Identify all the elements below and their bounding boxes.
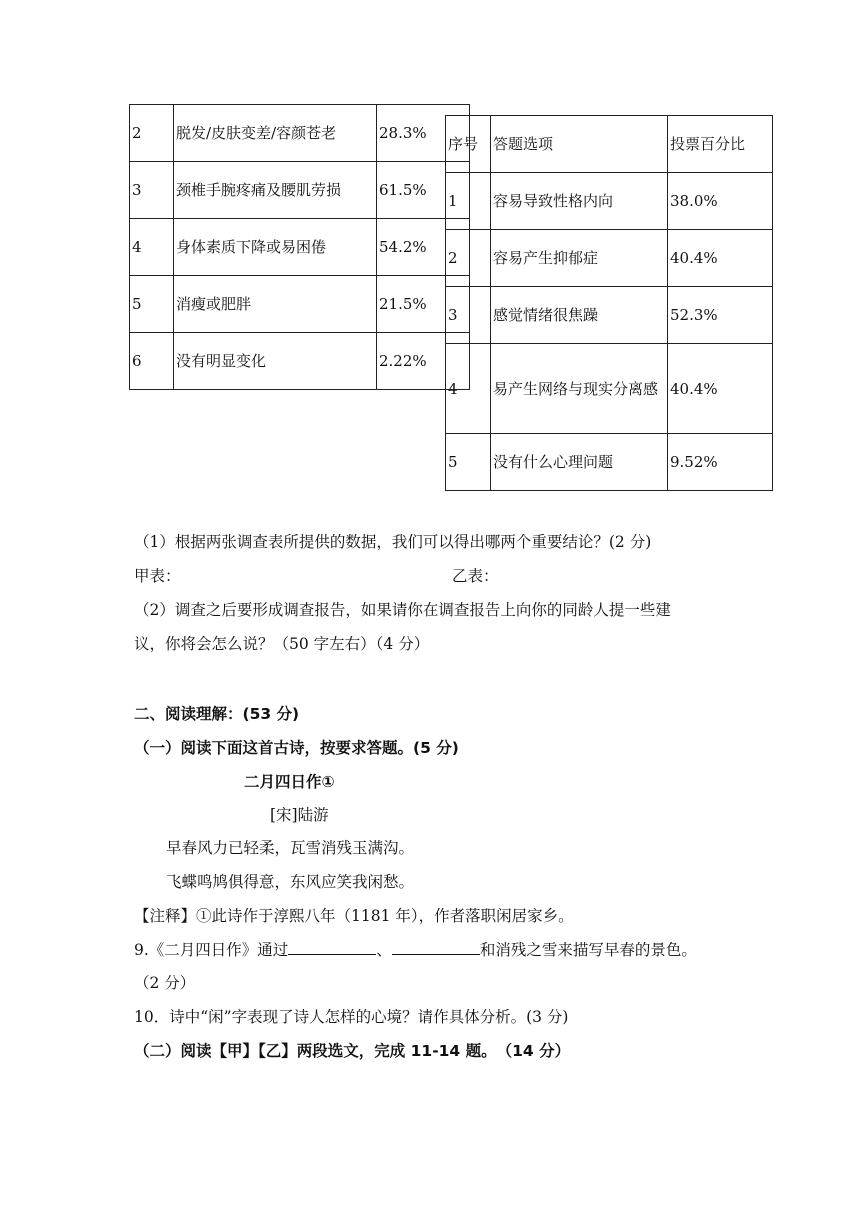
cell-pct: 40.4% (668, 344, 773, 434)
cell-no: 6 (130, 333, 174, 390)
cell-pct: 52.3% (668, 287, 773, 344)
header-no: 序号 (446, 116, 491, 173)
cell-pct: 28.3% (377, 105, 470, 162)
cell-option: 容易产生抑郁症 (491, 230, 668, 287)
cell-option: 身体素质下降或易困倦 (174, 219, 377, 276)
table-row (446, 344, 773, 434)
cell-pct: 54.2% (377, 219, 470, 276)
header-pct: 投票百分比 (668, 116, 773, 173)
question-9-suffix: 和消残之雪来描写早春的景色。 (479, 941, 697, 959)
question-2-line1: （2）调查之后要形成调查报告，如果请你在调查报告上向你的同龄人提一些建 (134, 601, 671, 619)
table-row (130, 219, 470, 276)
question-9 (134, 938, 697, 960)
cell-no: 3 (130, 162, 174, 219)
poem-line-2: 飞蝶鸣鸠俱得意，东风应笑我闲愁。 (166, 873, 415, 891)
cell-no: 4 (130, 219, 174, 276)
cell-option: 易产生网络与现实分离感 (491, 344, 668, 434)
question-1: （1）根据两张调查表所提供的数据，我们可以得出哪两个重要结论？(2 分) (134, 533, 652, 551)
cell-option: 感觉情绪很焦躁 (491, 287, 668, 344)
cell-option: 消瘦或肥胖 (174, 276, 377, 333)
question-9-separator: 、 (376, 941, 392, 959)
cell-option: 没有明显变化 (174, 333, 377, 390)
header-option: 答题选项 (491, 116, 668, 173)
table-header-row (446, 116, 773, 173)
question-9-prefix: 9.《二月四日作》通过 (134, 941, 289, 959)
cell-option: 颈椎手腕疼痛及腰肌劳损 (174, 162, 377, 219)
subsection-2-heading: （二）阅读【甲】【乙】两段选文，完成 11-14 题。 （14 分） (134, 1042, 571, 1060)
cell-no: 5 (130, 276, 174, 333)
cell-no: 1 (446, 173, 491, 230)
survey-table-psychological (445, 115, 773, 491)
cell-pct: 38.0% (668, 173, 773, 230)
table-row (130, 276, 470, 333)
cell-option: 脱发/皮肤变差/容颜苍老 (174, 105, 377, 162)
cell-pct: 9.52% (668, 434, 773, 491)
cell-no: 2 (130, 105, 174, 162)
answer-blank-1[interactable] (288, 938, 376, 955)
table-row (446, 287, 773, 344)
table-row (446, 173, 773, 230)
question-10: 10．诗中“闲”字表现了诗人怎样的心境？请作具体分析。(3 分) (134, 1008, 569, 1026)
poem-author: [宋]陆游 (270, 806, 329, 824)
poem-line-1: 早春风力已轻柔，瓦雪消残玉满沟。 (166, 839, 415, 857)
answer-label-b: 乙表： (452, 567, 499, 585)
table-row (130, 105, 470, 162)
cell-no: 4 (446, 344, 491, 434)
cell-no: 5 (446, 434, 491, 491)
cell-pct: 61.5% (377, 162, 470, 219)
subsection-1-heading: （一）阅读下面这首古诗，按要求答题。(5 分) (134, 739, 459, 757)
table-row (446, 434, 773, 491)
table-row (446, 230, 773, 287)
table-row (130, 333, 470, 390)
cell-option: 容易导致性格内向 (491, 173, 668, 230)
annotation-note: 【注释】①此诗作于淳熙八年（1181 年），作者落职闲居家乡。 (134, 907, 574, 925)
answer-blank-2[interactable] (392, 938, 480, 955)
cell-no: 3 (446, 287, 491, 344)
answer-label-a: 甲表： (134, 567, 181, 585)
cell-pct: 21.5% (377, 276, 470, 333)
question-9-score: （2 分） (134, 974, 196, 992)
cell-pct: 2.22% (377, 333, 470, 390)
section-heading: 二、阅读理解：(53 分) (134, 705, 300, 723)
question-2-line2: 议，你将会怎么说？（50 字左右）（4 分） (134, 635, 430, 653)
survey-table-physical (129, 104, 470, 390)
table-row (130, 162, 470, 219)
cell-no: 2 (446, 230, 491, 287)
poem-title: 二月四日作① (244, 773, 335, 791)
cell-option: 没有什么心理问题 (491, 434, 668, 491)
cell-pct: 40.4% (668, 230, 773, 287)
